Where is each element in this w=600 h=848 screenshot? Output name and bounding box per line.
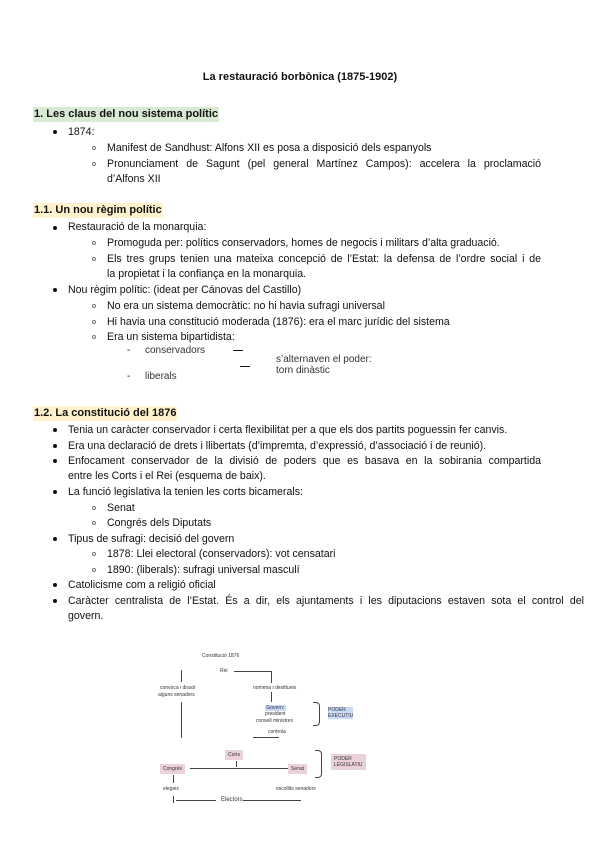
executiu-line: EXECUTIU	[328, 713, 354, 719]
connector-line	[181, 702, 182, 738]
brace-icon	[315, 750, 322, 778]
bullet-icon	[53, 537, 57, 541]
section-heading-1-2: 1.2. La constitució del 1876	[34, 407, 177, 419]
list-subitem-cont: la propietat i la confiança en la monarquia.	[107, 268, 307, 280]
diagram-corts: Corts	[225, 750, 243, 760]
executiu-line: PODER	[328, 707, 346, 713]
list-item-cont: govern.	[68, 610, 104, 622]
govern-label: Govern:	[266, 705, 285, 711]
list-item: La funció legislativa la tenien les corts bicamerals:	[68, 486, 303, 498]
connector-line	[173, 796, 174, 803]
list-subitem: Promoguda per: polítics conservadors, homes de negocis i militars d’alta graduació.	[107, 237, 500, 249]
diagram-convoca: convoca i dissol	[160, 685, 196, 691]
section-heading-1: 1. Les claus del nou sistema polític	[34, 108, 219, 120]
list-subitem: Era un sistema bipartidista:	[107, 331, 235, 343]
bullet-icon	[53, 130, 57, 134]
bullet-icon	[53, 599, 57, 603]
connector-line	[233, 350, 243, 351]
list-subitem: Hi havia una constitució moderada (1876): era el marc jurídic del sistema	[107, 316, 450, 328]
party-liberals: liberals	[145, 371, 177, 382]
list-subitem: 1878: Llei electoral (conservadors): vot censatari	[107, 548, 336, 560]
list-subitem: Pronunciament de Sagunt (pel general Martínez Campos): accelera la proclamació	[107, 158, 541, 170]
list-subitem: Els tres grups tenien una mateixa concepció de l’Estat: la defensa de l’ordre social i de	[107, 253, 541, 265]
diagram-electors: Electors	[221, 797, 243, 803]
connector-line	[173, 775, 174, 783]
arrow-icon	[243, 800, 301, 801]
diagram-congres: Congrés	[160, 764, 185, 774]
legislatiu-label	[331, 754, 366, 770]
bullet-icon	[53, 226, 57, 230]
diagram-convoca-2: alguns senadors	[158, 692, 195, 698]
list-item: Restauració de la monarquia:	[68, 221, 207, 233]
legislatiu-line: PODER	[334, 756, 352, 762]
dash-icon: -	[127, 371, 131, 382]
connector-line	[236, 761, 237, 767]
connector-line	[234, 671, 271, 672]
parties-note-line: torn dinàstic	[276, 365, 330, 376]
govern-consell: consell ministres	[256, 718, 293, 724]
diagram-controla: controla	[268, 729, 286, 735]
bullet-icon	[53, 288, 57, 292]
circle-bullet-icon	[92, 241, 96, 245]
section-heading-1-1: 1.1. Un nou règim polític	[34, 204, 162, 216]
diagram-govern	[265, 705, 286, 717]
diagram-title: Constitució 1876	[202, 653, 240, 659]
party-conservadors: conservadors	[145, 345, 206, 356]
circle-bullet-icon	[92, 257, 96, 261]
circle-bullet-icon	[92, 521, 96, 525]
connector-line	[240, 366, 250, 367]
circle-bullet-icon	[92, 552, 96, 556]
list-subitem: No era un sistema democràtic: no hi havia sufragi universal	[107, 300, 385, 312]
bullet-icon	[53, 459, 57, 463]
list-subitem: Congrés dels Diputats	[107, 517, 212, 529]
circle-bullet-icon	[92, 304, 96, 308]
circle-bullet-icon	[92, 146, 96, 150]
list-item: Tenia un caràcter conservador i certa flexibilitat per a que els dos partits poguessin fer canvis.	[68, 424, 508, 436]
diagram-escollits: escollits senadors	[276, 786, 316, 792]
connector-line	[181, 670, 182, 682]
dash-icon: -	[127, 345, 131, 356]
circle-bullet-icon	[92, 320, 96, 324]
parties-note	[276, 354, 372, 376]
list-subitem-cont: d’Alfons XII	[107, 173, 161, 185]
parties-note-line: s’alternaven el poder:	[276, 354, 372, 365]
legislatiu-line: LEGISLATIU	[334, 762, 363, 768]
arrow-icon	[253, 737, 279, 738]
arrow-icon	[176, 800, 216, 801]
connector-line	[271, 692, 272, 702]
circle-bullet-icon	[92, 162, 96, 166]
connector-line	[190, 768, 288, 769]
bullet-icon	[53, 490, 57, 494]
list-subitem: Manifest de Sandhust: Alfons XII es posa a disposició dels espanyols	[107, 142, 432, 154]
list-subitem: 1890: (liberals): sufragi universal masculí	[107, 564, 300, 576]
brace-icon	[313, 702, 320, 726]
list-item: Caràcter centralista de l’Estat. És a dir, els ajuntaments i les diputacions estaven sota el control del	[68, 595, 584, 607]
page-title: La restauració borbònica (1875-1902)	[202, 71, 398, 83]
bullet-icon	[53, 444, 57, 448]
diagram-senat: Senat	[288, 764, 307, 774]
diagram-nomena: nomena i destitueix	[253, 685, 297, 691]
bullet-icon	[53, 428, 57, 432]
executiu-label	[328, 707, 353, 719]
list-item: Era una declaració de drets i llibertats (d’impremta, d’expressió, d’associació i de reunió).	[68, 440, 487, 452]
diagram-rei: Rei	[220, 668, 228, 674]
list-subitem: Senat	[107, 502, 135, 514]
connector-line	[271, 671, 272, 683]
bullet-icon	[53, 583, 57, 587]
list-item: Tipus de sufragi: decisió del govern	[68, 533, 235, 545]
list-item: Enfocament conservador de la divisió de poders que es basava en la sobirania compartida	[68, 455, 541, 467]
list-item: Nou règim polític: (ideat per Cánovas del Castillo)	[68, 284, 302, 296]
circle-bullet-icon	[92, 335, 96, 339]
list-item-cont: entre les Corts i el Rei (esquema de baix).	[68, 470, 266, 482]
circle-bullet-icon	[92, 506, 96, 510]
diagram-elegeix: elegeix	[163, 786, 179, 792]
circle-bullet-icon	[92, 568, 96, 572]
govern-label: president	[265, 711, 286, 717]
list-item: 1874:	[68, 126, 95, 138]
list-item: Catolicisme com a religió oficial	[68, 579, 216, 591]
